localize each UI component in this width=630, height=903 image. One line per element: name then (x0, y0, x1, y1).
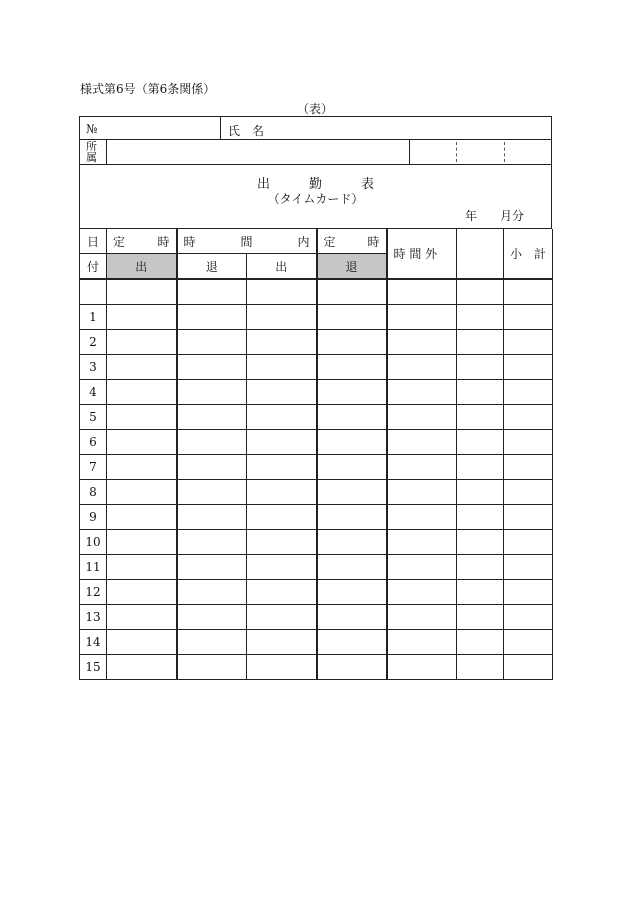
attendance-table (79, 229, 553, 680)
time-entry-cell[interactable] (504, 630, 553, 655)
time-entry-cell[interactable] (317, 279, 387, 305)
time-entry-cell[interactable] (247, 480, 317, 505)
time-entry-cell[interactable] (107, 555, 177, 580)
time-entry-cell[interactable] (177, 655, 247, 680)
time-entry-cell[interactable] (387, 405, 457, 430)
table-row (80, 655, 553, 680)
title-block (79, 165, 552, 229)
table-row (80, 330, 553, 355)
time-entry-cell[interactable] (107, 505, 177, 530)
time-entry-cell[interactable] (317, 580, 387, 605)
time-entry-cell[interactable] (247, 455, 317, 480)
time-entry-cell[interactable] (107, 530, 177, 555)
date-header-top: 日 (80, 229, 107, 254)
time-entry-cell[interactable] (457, 505, 504, 530)
time-entry-cell[interactable] (504, 605, 553, 630)
day-number: 9 (80, 505, 107, 530)
time-entry-cell[interactable] (387, 380, 457, 405)
time-entry-cell[interactable] (504, 530, 553, 555)
time-entry-cell[interactable] (387, 655, 457, 680)
time-entry-cell[interactable] (457, 455, 504, 480)
time-entry-cell[interactable] (457, 355, 504, 380)
time-entry-cell[interactable] (387, 480, 457, 505)
table-row (80, 530, 553, 555)
time-entry-cell[interactable] (317, 555, 387, 580)
sheet-title: 出 勤 表 (256, 177, 374, 192)
time-entry-cell[interactable] (457, 279, 504, 305)
table-row (80, 380, 553, 405)
number-label: № (86, 122, 98, 136)
table-row (80, 455, 553, 480)
header-number-name-row (79, 116, 552, 140)
time-entry-cell[interactable] (504, 580, 553, 605)
time-entry-cell[interactable] (387, 355, 457, 380)
date-header-bottom: 付 (80, 254, 107, 280)
time-entry-cell[interactable] (504, 480, 553, 505)
time-entry-cell[interactable] (177, 555, 247, 580)
time-entry-cell[interactable] (107, 279, 177, 305)
time-entry-cell[interactable] (387, 630, 457, 655)
table-row (80, 505, 553, 530)
time-entry-cell[interactable] (247, 655, 317, 680)
time-entry-cell[interactable] (177, 380, 247, 405)
time-entry-cell[interactable] (177, 305, 247, 330)
time-entry-cell[interactable] (504, 655, 553, 680)
time-entry-cell[interactable] (504, 355, 553, 380)
time-entry-cell[interactable] (457, 655, 504, 680)
time-entry-cell[interactable] (247, 605, 317, 630)
time-entry-cell[interactable] (457, 430, 504, 455)
time-entry-cell[interactable] (317, 305, 387, 330)
time-entry-cell[interactable] (317, 480, 387, 505)
time-entry-cell[interactable] (247, 355, 317, 380)
teiji-a-header: 定 時 (107, 229, 177, 254)
time-entry-cell[interactable] (457, 405, 504, 430)
day-number: 11 (80, 555, 107, 580)
time-entry-cell[interactable] (317, 430, 387, 455)
table-row (80, 480, 553, 505)
time-entry-cell[interactable] (457, 380, 504, 405)
time-entry-cell[interactable] (177, 630, 247, 655)
time-entry-cell[interactable] (317, 655, 387, 680)
time-entry-cell[interactable] (177, 580, 247, 605)
time-entry-cell[interactable] (387, 505, 457, 530)
attendance-sheet (79, 116, 552, 680)
time-entry-cell[interactable] (317, 605, 387, 630)
time-entry-cell[interactable] (387, 279, 457, 305)
clock-in-a-header: 出 (107, 254, 177, 280)
time-entry-cell[interactable] (387, 455, 457, 480)
time-entry-cell[interactable] (247, 580, 317, 605)
day-number: 15 (80, 655, 107, 680)
time-entry-cell[interactable] (457, 605, 504, 630)
time-entry-cell[interactable] (457, 530, 504, 555)
table-row (80, 605, 553, 630)
table-row (80, 305, 553, 330)
time-entry-cell[interactable] (247, 305, 317, 330)
day-number: 8 (80, 480, 107, 505)
day-number: 12 (80, 580, 107, 605)
table-row (80, 430, 553, 455)
header-department-row (79, 140, 552, 165)
time-entry-cell[interactable] (107, 330, 177, 355)
time-entry-cell[interactable] (504, 405, 553, 430)
time-entry-cell[interactable] (504, 455, 553, 480)
time-entry-cell[interactable] (177, 605, 247, 630)
time-entry-cell[interactable] (317, 455, 387, 480)
table-row (80, 355, 553, 380)
table-row (80, 630, 553, 655)
table-row (80, 580, 553, 605)
time-entry-cell[interactable] (247, 430, 317, 455)
time-entry-cell[interactable] (504, 505, 553, 530)
name-label: 氏 名 (228, 124, 265, 138)
sheet-subtitle: （タイムカード） (267, 192, 364, 206)
time-entry-cell[interactable] (317, 380, 387, 405)
time-entry-cell[interactable] (107, 605, 177, 630)
time-entry-cell[interactable] (247, 555, 317, 580)
time-entry-cell[interactable] (317, 630, 387, 655)
time-entry-cell[interactable] (247, 630, 317, 655)
time-entry-cell[interactable] (107, 430, 177, 455)
day-number (80, 279, 107, 305)
time-entry-cell[interactable] (457, 555, 504, 580)
time-entry-cell[interactable] (107, 305, 177, 330)
form-number: 様式第6号（第6条関係） (80, 82, 216, 96)
time-entry-cell[interactable] (107, 580, 177, 605)
blank-header (457, 229, 504, 279)
day-number: 6 (80, 430, 107, 455)
time-entry-cell[interactable] (317, 530, 387, 555)
day-number: 5 (80, 405, 107, 430)
day-number: 1 (80, 305, 107, 330)
time-entry-cell[interactable] (317, 355, 387, 380)
time-entry-cell[interactable] (247, 330, 317, 355)
time-entry-cell[interactable] (504, 430, 553, 455)
clock-out-a-header: 退 (177, 254, 247, 280)
time-entry-cell[interactable] (317, 505, 387, 530)
time-entry-cell[interactable] (177, 505, 247, 530)
time-entry-cell[interactable] (387, 580, 457, 605)
time-entry-cell[interactable] (177, 279, 247, 305)
table-row (80, 405, 553, 430)
day-number: 10 (80, 530, 107, 555)
time-entry-cell[interactable] (504, 305, 553, 330)
overtime-header: 時 間 外 (387, 229, 457, 279)
department-label: 所属 (86, 140, 97, 164)
time-entry-cell[interactable] (504, 380, 553, 405)
time-entry-cell[interactable] (247, 505, 317, 530)
side-label: （表） (296, 102, 333, 116)
subtotal-header: 小 計 (504, 229, 553, 279)
day-number: 3 (80, 355, 107, 380)
day-number: 4 (80, 380, 107, 405)
time-entry-cell[interactable] (504, 330, 553, 355)
table-row (80, 555, 553, 580)
time-entry-cell[interactable] (457, 630, 504, 655)
time-entry-cell[interactable] (107, 655, 177, 680)
time-entry-cell[interactable] (107, 480, 177, 505)
time-entry-cell[interactable] (177, 330, 247, 355)
day-number: 7 (80, 455, 107, 480)
time-entry-cell[interactable] (177, 430, 247, 455)
time-entry-cell[interactable] (457, 580, 504, 605)
time-entry-cell[interactable] (107, 405, 177, 430)
time-entry-cell[interactable] (247, 530, 317, 555)
time-entry-cell[interactable] (177, 455, 247, 480)
time-entry-cell[interactable] (107, 380, 177, 405)
time-entry-cell[interactable] (457, 305, 504, 330)
time-entry-cell[interactable] (457, 330, 504, 355)
day-number: 2 (80, 330, 107, 355)
table-row (80, 279, 553, 305)
clock-in-b-header: 出 (247, 254, 317, 280)
clock-out-b-header: 退 (317, 254, 387, 280)
time-entry-cell[interactable] (177, 480, 247, 505)
time-entry-cell[interactable] (387, 530, 457, 555)
time-entry-cell[interactable] (317, 330, 387, 355)
time-entry-cell[interactable] (177, 530, 247, 555)
time-entry-cell[interactable] (247, 279, 317, 305)
time-entry-cell[interactable] (457, 480, 504, 505)
time-entry-cell[interactable] (387, 305, 457, 330)
time-entry-cell[interactable] (107, 355, 177, 380)
jikannai-header: 時 間 内 (177, 229, 317, 254)
time-entry-cell[interactable] (317, 405, 387, 430)
time-entry-cell[interactable] (387, 555, 457, 580)
time-entry-cell[interactable] (177, 405, 247, 430)
day-number: 13 (80, 605, 107, 630)
time-entry-cell[interactable] (387, 430, 457, 455)
time-entry-cell[interactable] (387, 605, 457, 630)
month-label: 月分 (500, 209, 525, 223)
time-entry-cell[interactable] (247, 380, 317, 405)
teiji-b-header: 定 時 (317, 229, 387, 254)
year-label: 年 (465, 209, 478, 223)
time-entry-cell[interactable] (107, 455, 177, 480)
time-entry-cell[interactable] (387, 330, 457, 355)
day-number: 14 (80, 630, 107, 655)
time-entry-cell[interactable] (107, 630, 177, 655)
column-header-row-1 (80, 229, 553, 254)
time-entry-cell[interactable] (177, 355, 247, 380)
time-entry-cell[interactable] (504, 279, 553, 305)
time-entry-cell[interactable] (247, 405, 317, 430)
time-entry-cell[interactable] (504, 555, 553, 580)
